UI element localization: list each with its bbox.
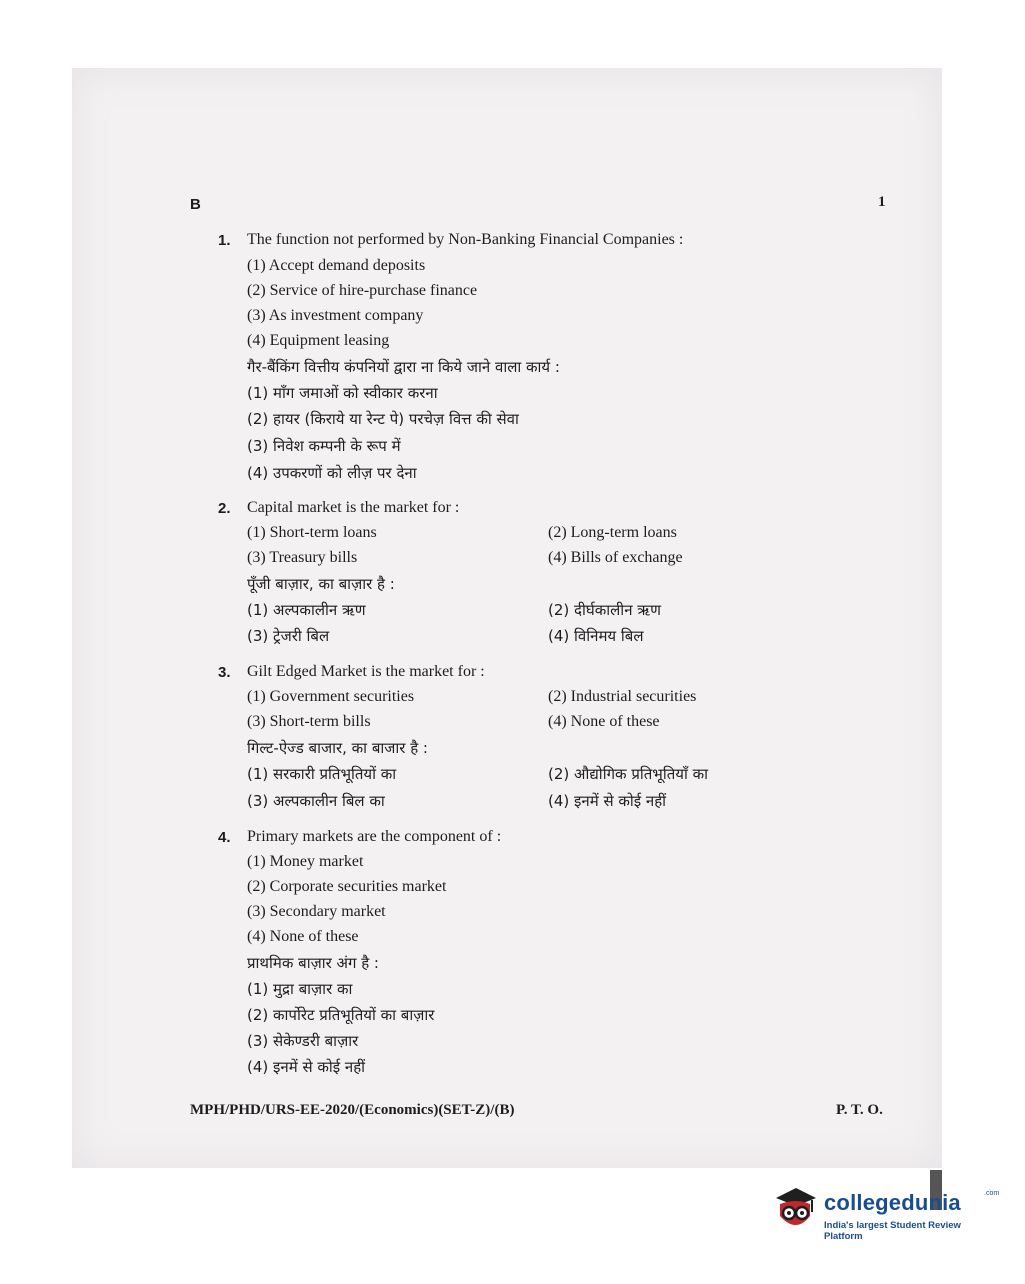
question-text: Gilt Edged Market is the market for : xyxy=(247,663,485,680)
option-hi: (3) सेकेण्डरी बाज़ार xyxy=(247,1032,359,1050)
option-en: (1) Government securities xyxy=(247,688,415,705)
option-hi: (4) इनमें से कोई नहीं xyxy=(247,1058,366,1076)
option-hi: (2) दीर्घकालीन ऋण xyxy=(548,601,661,619)
set-letter: B xyxy=(190,196,201,213)
option-en: (2) Service of hire-purchase finance xyxy=(247,282,478,299)
question-text-hindi: गिल्ट-ऐज्ड बाजार, का बाजार है : xyxy=(247,739,428,757)
question-text: The function not performed by Non-Banking Financial Companies : xyxy=(247,231,684,248)
page-number: 1 xyxy=(878,194,886,210)
question-text: Capital market is the market for : xyxy=(247,499,460,516)
option-hi: (2) औद्योगिक प्रतिभूतियाँ का xyxy=(548,765,709,783)
option-hi: (1) सरकारी प्रतिभूतियों का xyxy=(247,765,397,783)
option-en: (3) Secondary market xyxy=(247,903,386,920)
option-hi: (4) विनिमय बिल xyxy=(548,627,644,645)
option-hi: (4) उपकरणों को लीज़ पर देना xyxy=(247,464,417,482)
mascot-icon xyxy=(770,1182,820,1234)
option-hi: (2) हायर (किराये या रेन्ट पे) परचेज़ वित्त की सेवा xyxy=(247,410,519,428)
option-hi: (3) अल्पकालीन बिल का xyxy=(247,792,385,810)
option-en: (4) None of these xyxy=(247,928,359,945)
option-hi: (4) इनमें से कोई नहीं xyxy=(548,792,667,810)
option-en: (4) Bills of exchange xyxy=(548,549,683,566)
option-en: (4) Equipment leasing xyxy=(247,332,390,349)
option-en: (2) Industrial securities xyxy=(548,688,697,705)
question-text-hindi: प्राथमिक बाज़ार अंग है : xyxy=(247,954,379,972)
question-number: 4. xyxy=(218,829,231,846)
option-en: (4) None of these xyxy=(548,713,660,730)
option-en: (3) Short-term bills xyxy=(247,713,371,730)
pto-label: P. T. O. xyxy=(836,1102,883,1118)
option-en: (1) Money market xyxy=(247,853,364,870)
option-en: (2) Long-term loans xyxy=(548,524,677,541)
option-hi: (1) मुद्रा बाज़ार का xyxy=(247,980,353,998)
question-number: 1. xyxy=(218,232,231,249)
paper-code: MPH/PHD/URS-EE-2020/(Economics)(SET-Z)/(B) xyxy=(190,1102,515,1118)
question-number: 3. xyxy=(218,664,231,681)
logo-tagline: India's largest Student Review Platform xyxy=(824,1220,961,1242)
option-en: (3) Treasury bills xyxy=(247,549,358,566)
collegedunia-logo xyxy=(770,1182,1000,1242)
option-hi: (3) निवेश कम्पनी के रूप में xyxy=(247,437,401,455)
option-en: (3) As investment company xyxy=(247,307,424,324)
option-en: (1) Accept demand deposits xyxy=(247,257,426,274)
option-en: (1) Short-term loans xyxy=(247,524,377,541)
option-hi: (3) ट्रेजरी बिल xyxy=(247,627,330,645)
logo-wordmark: collegedunia xyxy=(824,1190,961,1215)
question-text-hindi: गैर-बैंकिंग वित्तीय कंपनियों द्वारा ना किये जाने वाला कार्य : xyxy=(247,358,560,376)
option-hi: (2) कार्पोरेट प्रतिभूतियों का बाज़ार xyxy=(247,1006,435,1024)
option-hi: (1) अल्पकालीन ऋण xyxy=(247,601,366,619)
logo-domain-suffix: .com xyxy=(984,1190,1000,1197)
question-text-hindi: पूँजी बाज़ार, का बाज़ार है : xyxy=(247,575,395,593)
question-text: Primary markets are the component of : xyxy=(247,828,502,845)
question-number: 2. xyxy=(218,500,231,517)
option-en: (2) Corporate securities market xyxy=(247,878,447,895)
option-hi: (1) माँग जमाओं को स्वीकार करना xyxy=(247,384,438,402)
